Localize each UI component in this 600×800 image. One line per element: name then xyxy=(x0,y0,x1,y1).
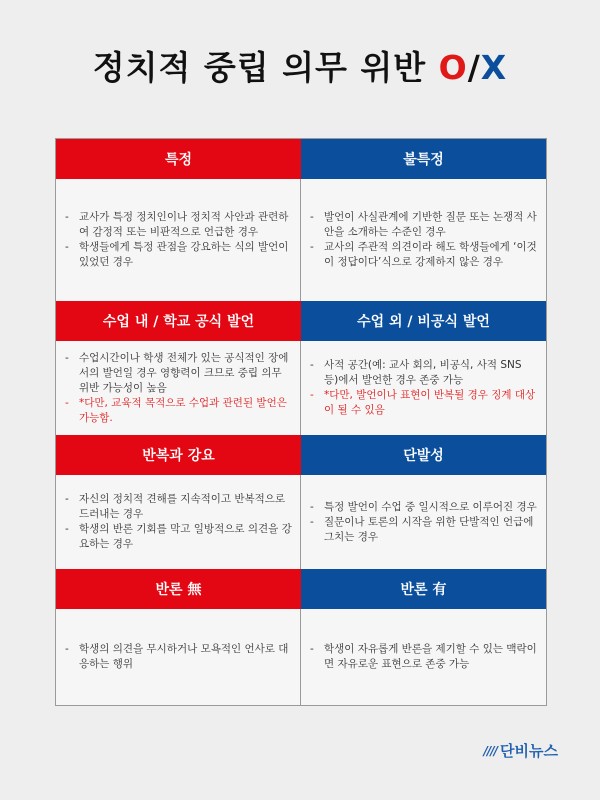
cell-out-of-class xyxy=(301,341,546,435)
note-item: - *다만, 발언이나 표현이 반복될 경우 징계 대상이 될 수 있음 xyxy=(307,388,538,418)
list-item: - 학생의 반론 기회를 막고 일방적으로 의견을 강요하는 경우 xyxy=(62,522,292,552)
title-main: 정치적 중립 의무 위반 xyxy=(92,48,427,87)
cell-repetition xyxy=(56,475,301,569)
header-in-class: 수업 내 / 학교 공식 발언 xyxy=(56,301,301,341)
cell-specific xyxy=(56,179,301,301)
title-slash: / xyxy=(467,48,481,87)
title-x: X xyxy=(480,48,508,87)
logo-text: 단비뉴스 xyxy=(500,742,558,760)
list-item: - 수업시간이나 학생 전체가 있는 공식적인 장에서의 발언일 경우 영향력이 크므로 중립 의무 위반 가능성이 높음 xyxy=(62,351,292,396)
comparison-table xyxy=(55,138,547,706)
list-item: - 자신의 정치적 견해를 지속적이고 반복적으로 드러내는 경우 xyxy=(62,492,292,522)
list-item: - 교사가 특정 정치인이나 정치적 사안과 관련하여 감정적 또는 비판적으로 언급한 경우 xyxy=(62,210,292,240)
page-title xyxy=(0,42,600,89)
cell-in-class xyxy=(56,341,301,435)
header-specific: 특정 xyxy=(56,139,301,179)
title-o: O xyxy=(438,48,468,87)
cell-rebuttal xyxy=(301,609,546,705)
list-item: - 학생의 의견을 무시하거나 모욕적인 언사로 대응하는 행위 xyxy=(62,642,292,672)
header-no-rebuttal: 반론 無 xyxy=(56,569,301,609)
danbi-news-logo xyxy=(484,740,559,761)
header-one-time: 단발성 xyxy=(301,435,546,475)
list-item: - 학생이 자유롭게 반론을 제기할 수 있는 맥락이면 자유로운 표현으로 존중 가능 xyxy=(307,642,538,672)
header-out-of-class: 수업 외 / 비공식 발언 xyxy=(301,301,546,341)
note-item: - *다만, 교육적 목적으로 수업과 관련된 발언은 가능함. xyxy=(62,396,292,426)
header-rebuttal: 반론 有 xyxy=(301,569,546,609)
header-unspecific: 불특정 xyxy=(301,139,546,179)
list-item: - 발언이 사실관계에 기반한 질문 또는 논쟁적 사안을 소개하는 수준인 경우 xyxy=(307,210,538,240)
header-repetition: 반복과 강요 xyxy=(56,435,301,475)
list-item: - 사적 공간(예: 교사 회의, 비공식, 사적 SNS 등)에서 발언한 경우 존중 가능 xyxy=(307,358,538,388)
cell-one-time xyxy=(301,475,546,569)
list-item: - 학생들에게 특정 관점을 강요하는 식의 발언이 있었던 경우 xyxy=(62,240,292,270)
list-item: - 교사의 주관적 의견이라 해도 학생들에게 ‘이것이 정답이다’식으로 강제하지 않은 경우 xyxy=(307,240,538,270)
cell-unspecific xyxy=(301,179,546,301)
logo-mark-icon: //// xyxy=(483,743,498,758)
list-item: - 특정 발언이 수업 중 일시적으로 이루어진 경우 xyxy=(307,500,538,515)
cell-no-rebuttal xyxy=(56,609,301,705)
list-item: - 질문이나 토론의 시작을 위한 단발적인 언급에 그치는 경우 xyxy=(307,515,538,545)
